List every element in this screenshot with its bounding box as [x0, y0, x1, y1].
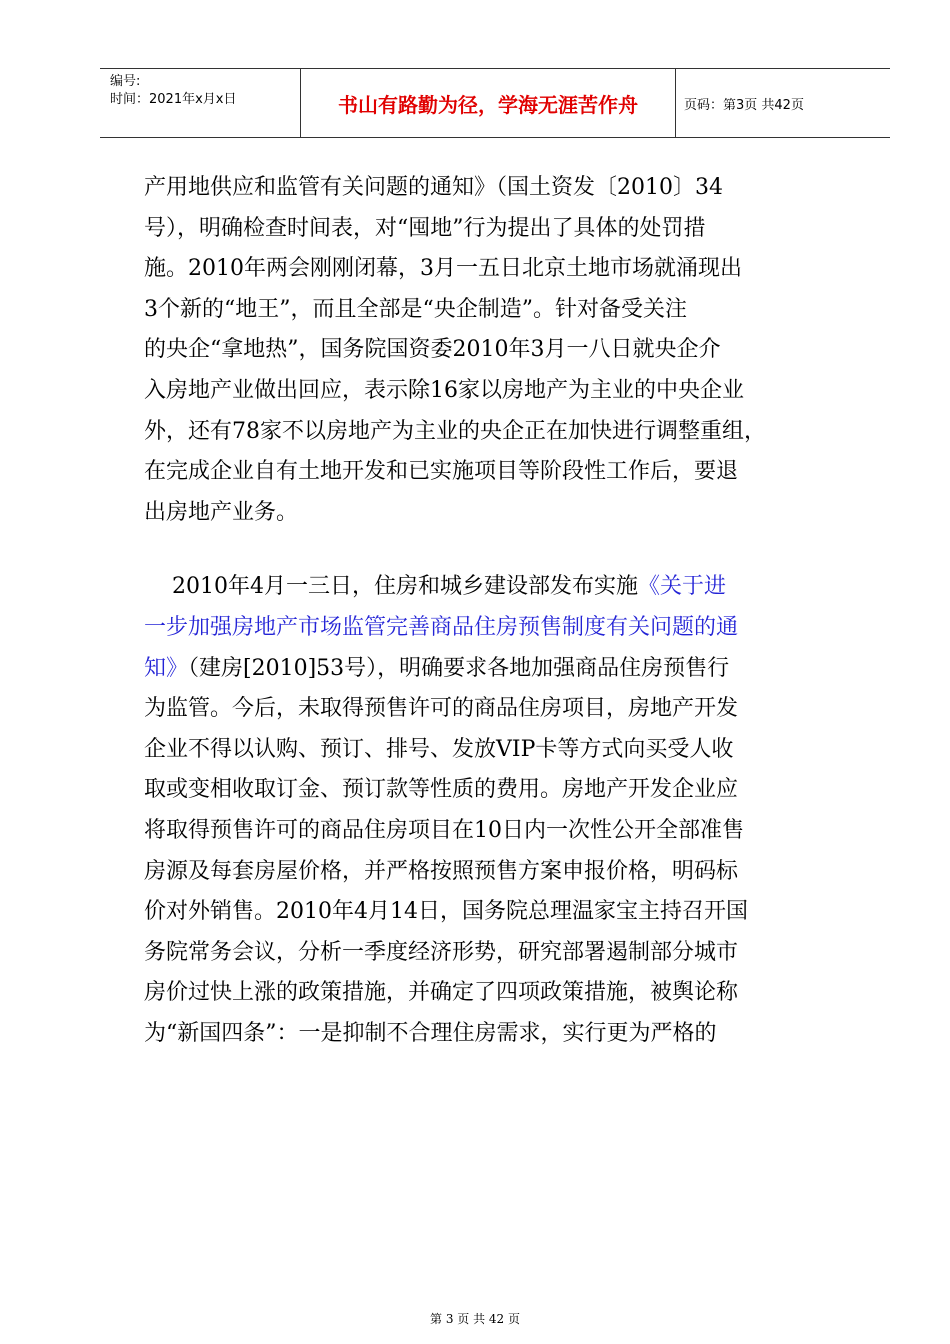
document-body	[144, 168, 874, 1054]
text-line: 房源及每套房屋价格，并严格按照预售方案申报价格，明码标	[144, 858, 739, 884]
document-number-label: 编号:	[110, 74, 141, 89]
text-line: 将取得预售许可的商品住房项目在10日内一次性公开全部准售	[144, 817, 744, 843]
header-meta	[100, 69, 301, 137]
text-line: 外，还有78家不以房地产为主业的央企正在加快进行调整重组，	[144, 418, 766, 444]
page-header	[100, 68, 890, 138]
paragraph-gap	[144, 533, 874, 567]
text-line: 务院常务会议，分析一季度经济形势，研究部署遏制部分城市	[144, 939, 739, 965]
header-page-info: 页码：第3页 共42页	[684, 97, 804, 113]
text-line: 在完成企业自有土地开发和已实施项目等阶段性工作后，要退	[144, 459, 739, 485]
document-time-label: 时间：2021年x月x日	[110, 92, 237, 107]
text-line: 企业不得以认购、预订、排号、发放VIP卡等方式向买受人收	[144, 736, 734, 762]
header-motto: 书山有路勤为径，学海无涯苦作舟	[338, 92, 638, 117]
notice-title-link[interactable]: 一步加强房地产市场监管完善商品住房预售制度有关问题的通	[144, 614, 739, 640]
text-line: 号），明确检查时间表，对“囤地”行为提出了具体的处罚措	[144, 215, 706, 241]
text-line: 施。2010年两会刚刚闭幕，3月一五日北京土地市场就涌现出	[144, 256, 742, 282]
notice-title-link[interactable]: 《关于进	[637, 574, 726, 600]
text-line: 3个新的“地王”，而且全部是“央企制造”。针对备受关注	[144, 296, 687, 322]
text-line: 的央企“拿地热”，国务院国资委2010年3月一八日就央企介	[144, 337, 721, 363]
notice-title-link[interactable]: 知》	[144, 655, 189, 681]
paragraph-1	[144, 168, 874, 533]
page-footer: 第 3 页 共 42 页	[430, 1312, 520, 1326]
text-line	[144, 649, 874, 690]
text-line: 为“新国四条”：一是抑制不合理住房需求，实行更为严格的	[144, 1020, 717, 1046]
text-line: 入房地产业做出回应，表示除16家以房地产为主业的中央企业	[144, 377, 744, 403]
text-segment: 2010年4月一三日，住房和城乡建设部发布实施	[144, 574, 638, 600]
text-line: 取或变相收取订金、预订款等性质的费用。房地产开发企业应	[144, 777, 739, 803]
text-line	[144, 567, 874, 608]
paragraph-2	[144, 567, 874, 1054]
text-segment: （建房[2010]53号），明确要求各地加强商品住房预售行	[188, 655, 730, 681]
header-motto-cell	[301, 69, 676, 137]
text-line: 价对外销售。2010年4月14日，国务院总理温家宝主持召开国	[144, 899, 748, 925]
header-page-cell	[676, 69, 890, 137]
text-line: 产用地供应和监管有关问题的通知》（国土资发〔2010〕34	[144, 175, 723, 200]
text-line: 出房地产业务。	[144, 499, 299, 525]
text-line: 为监管。今后，未取得预售许可的商品住房项目，房地产开发	[144, 696, 739, 722]
text-line: 房价过快上涨的政策措施，并确定了四项政策措施，被舆论称	[144, 980, 739, 1006]
